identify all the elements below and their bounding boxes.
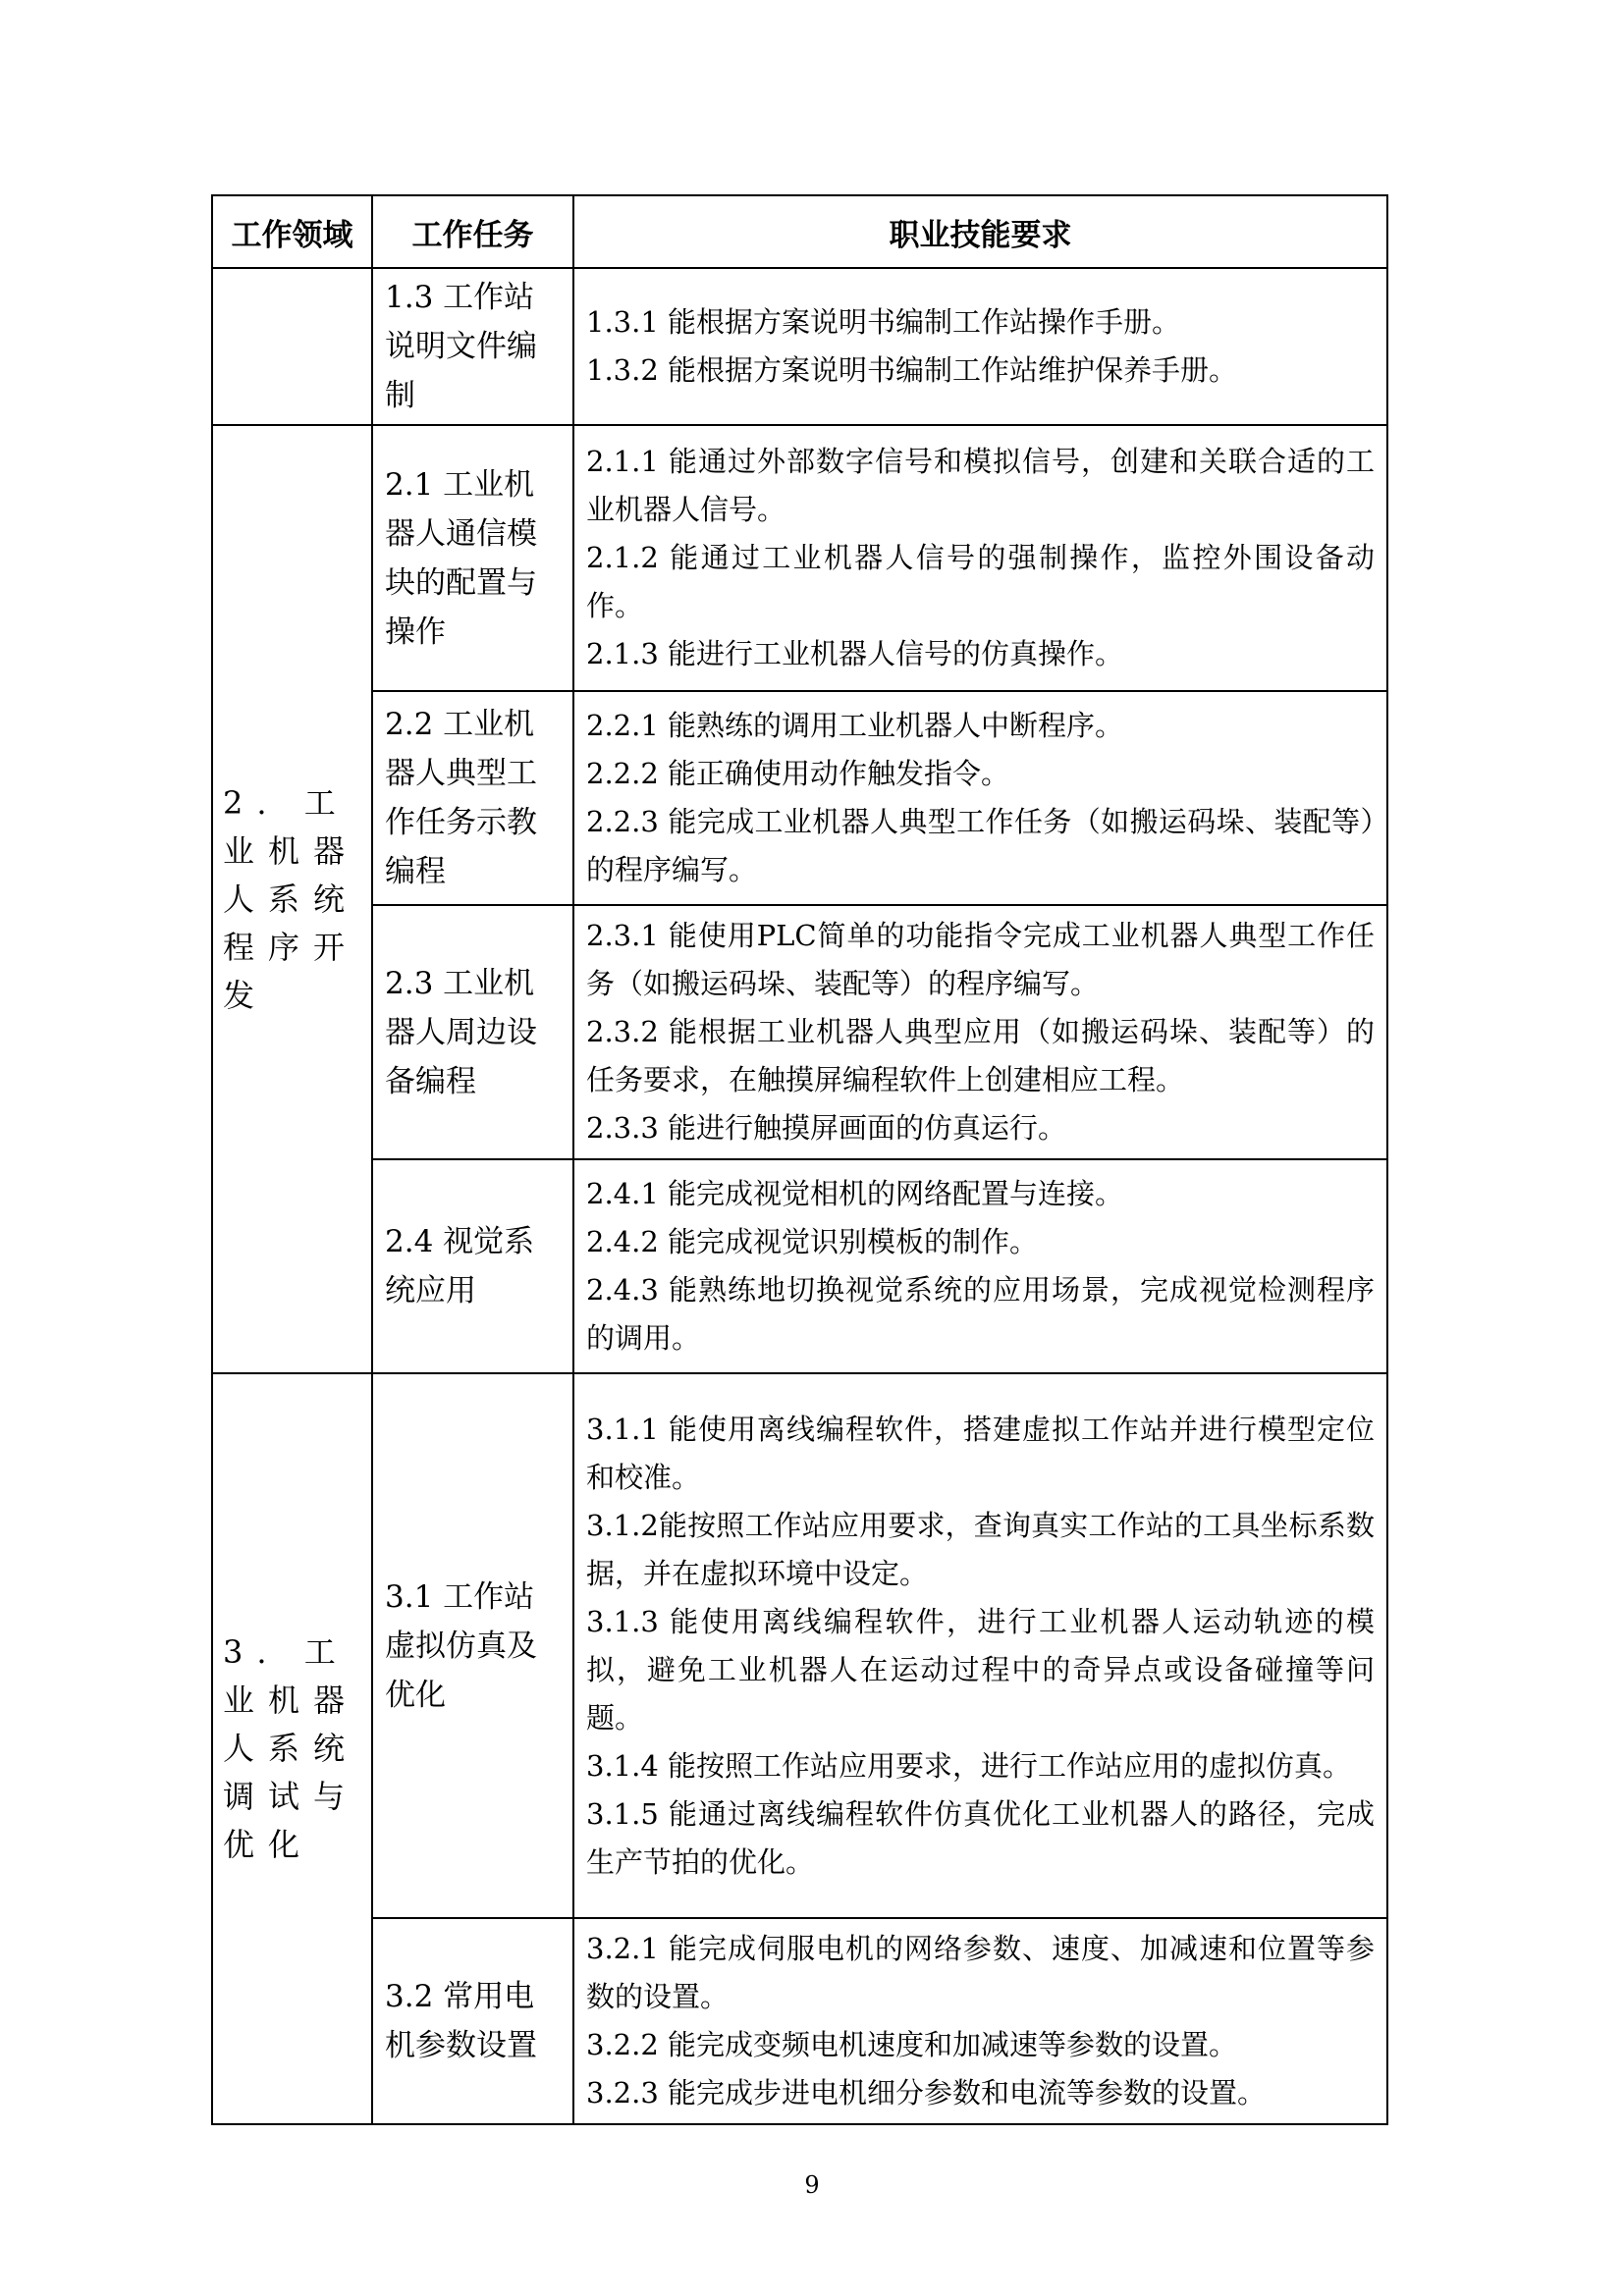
table-row: [212, 1918, 1387, 2124]
table-row: [212, 268, 1387, 425]
requirements-cell: [573, 268, 1387, 425]
domain-label: 2. 工业机器人系统程序开发: [223, 783, 359, 1014]
requirement-item: 1.3.1 能根据方案说明书编制工作站操作手册。: [586, 305, 1181, 339]
requirement-item: 3.1.5 能通过离线编程软件仿真优化工业机器人的路径，完成生产节拍的优化。: [586, 1796, 1375, 1879]
header-skill-requirements: 职业技能要求: [573, 195, 1387, 268]
domain-cell: [212, 1373, 372, 2124]
requirement-item: 3.1.4 能按照工作站应用要求，进行工作站应用的虚拟仿真。: [586, 1748, 1352, 1783]
header-work-domain: 工作领域: [212, 195, 372, 268]
requirements-cell: [573, 1159, 1387, 1373]
requirement-item: 2.4.2 能完成视觉识别模板的制作。: [586, 1225, 1039, 1258]
task-cell: 2.1 工业机器人通信模块的配置与操作: [372, 425, 573, 691]
requirement-item: 2.4.1 能完成视觉相机的网络配置与连接。: [586, 1177, 1124, 1210]
requirements-cell: [573, 691, 1387, 905]
table-row: [212, 425, 1387, 691]
domain-label: 3. 工业机器人系统调试与优化: [223, 1633, 359, 1863]
requirement-item: 3.1.3 能使用离线编程软件，进行工业机器人运动轨迹的模拟，避免工业机器人在运动过程中的奇异点或设备碰撞等问题。: [586, 1604, 1375, 1735]
requirement-item: 2.2.1 能熟练的调用工业机器人中断程序。: [586, 709, 1124, 742]
requirement-item: 2.1.1 能通过外部数字信号和模拟信号，创建和关联合适的工业机器人信号。: [586, 445, 1375, 526]
requirement-item: 3.2.3 能完成步进电机细分参数和电流等参数的设置。: [586, 2076, 1267, 2109]
requirement-item: 3.2.2 能完成变频电机速度和加减速等参数的设置。: [586, 2028, 1238, 2061]
requirement-item: 3.1.2能按照工作站应用要求，查询真实工作站的工具坐标系数据，并在虚拟环境中设定。: [586, 1508, 1375, 1590]
task-cell: 2.2 工业机器人典型工作任务示教编程: [372, 691, 573, 905]
requirement-item: 2.3.1 能使用PLC简单的功能指令完成工业机器人典型工作任务（如搬运码垛、装配等）的程序编写。: [586, 919, 1375, 1000]
requirement-item: 2.1.2 能通过工业机器人信号的强制操作，监控外围设备动作。: [586, 541, 1375, 622]
requirement-item: 3.2.1 能完成伺服电机的网络参数、速度、加减速和位置等参数的设置。: [586, 1932, 1375, 2013]
requirement-item: 2.1.3 能进行工业机器人信号的仿真操作。: [586, 637, 1124, 670]
requirement-item: 3.1.1 能使用离线编程软件，搭建虚拟工作站并进行模型定位和校准。: [586, 1412, 1375, 1494]
requirement-item: 1.3.2 能根据方案说明书编制工作站维护保养手册。: [586, 353, 1238, 387]
page-number: 9: [804, 2171, 820, 2199]
task-cell: 1.3 工作站说明文件编制: [372, 268, 573, 425]
requirement-item: 2.2.3 能完成工业机器人典型工作任务（如搬运码垛、装配等）的程序编写。: [586, 805, 1375, 886]
table-row: [212, 691, 1387, 905]
header-work-task: 工作任务: [372, 195, 573, 268]
requirement-item: 2.3.3 能进行触摸屏画面的仿真运行。: [586, 1111, 1067, 1145]
domain-cell: [212, 268, 372, 425]
skills-table: [211, 194, 1388, 2125]
task-cell: 3.2 常用电机参数设置: [372, 1918, 573, 2124]
requirements-cell: [573, 1373, 1387, 1918]
task-cell: 3.1 工作站虚拟仿真及优化: [372, 1373, 573, 1918]
requirements-cell: [573, 425, 1387, 691]
task-cell: 2.4 视觉系统应用: [372, 1159, 573, 1373]
table-header-row: [212, 195, 1387, 268]
table-row: [212, 1373, 1387, 1918]
table-row: [212, 905, 1387, 1159]
table-row: [212, 1159, 1387, 1373]
task-cell: 2.3 工业机器人周边设备编程: [372, 905, 573, 1159]
requirement-item: 2.3.2 能根据工业机器人典型应用（如搬运码垛、装配等）的任务要求，在触摸屏编程软件上创建相应工程。: [586, 1015, 1375, 1096]
requirement-item: 2.2.2 能正确使用动作触发指令。: [586, 757, 1010, 790]
requirements-cell: [573, 905, 1387, 1159]
domain-cell: [212, 425, 372, 1373]
requirement-item: 2.4.3 能熟练地切换视觉系统的应用场景，完成视觉检测程序的调用。: [586, 1273, 1375, 1355]
requirements-cell: [573, 1918, 1387, 2124]
